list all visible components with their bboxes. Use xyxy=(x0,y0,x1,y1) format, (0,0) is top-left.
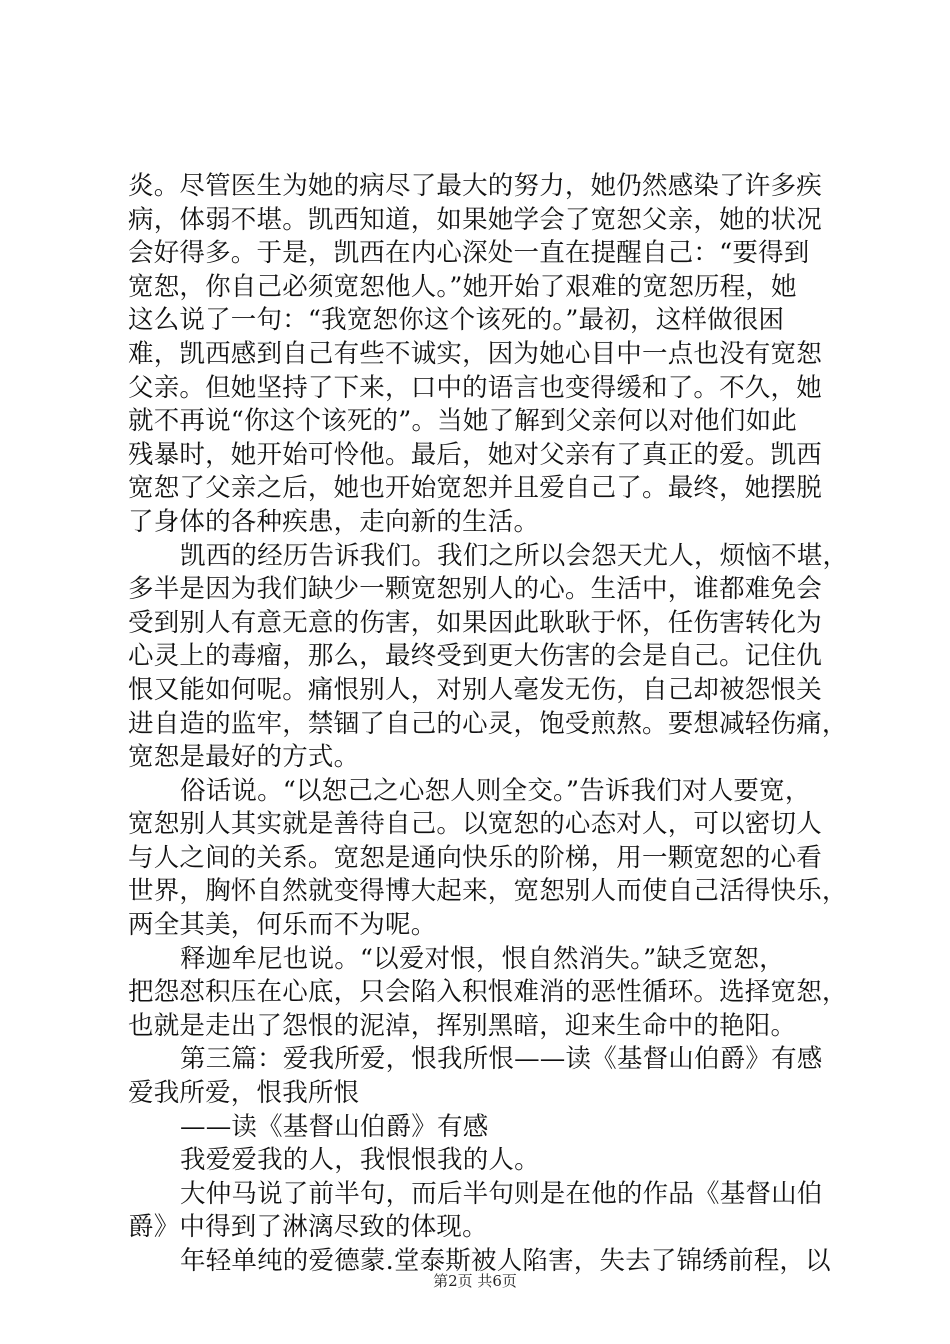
text-line: 恨又能如何呢。痛恨别人，对别人毫发无伤，自己却被怨恨关 xyxy=(128,674,822,705)
text-line: 受到别人有意无意的伤害，如果因此耿耿于怀，任伤害转化为 xyxy=(128,607,822,638)
text-line: 父亲。但她坚持了下来，口中的语言也变得缓和了。不久，她 xyxy=(128,372,822,403)
page-footer: 第2页 共6页 xyxy=(433,1272,517,1290)
body-text xyxy=(128,170,849,1279)
text-line: 把怨怼积压在心底，只会陷入积恨难消的恶性循环。选择宽恕， xyxy=(128,977,848,1008)
text-line: 难，凯西感到自己有些不诚实，因为她心目中一点也没有宽恕 xyxy=(128,338,822,369)
text-line: 也就是走出了怨恨的泥淖，挥别黑暗，迎来生命中的艳阳。 xyxy=(128,1010,797,1041)
text-line: 世界，胸怀自然就变得博大起来，宽恕别人而使自己活得快乐， xyxy=(128,876,848,907)
text-line: 宽恕，你自己必须宽恕他人。”她开始了艰难的宽恕历程，她 xyxy=(128,271,797,302)
text-line: 释迦牟尼也说。“以爱对恨，恨自然消失。”缺乏宽恕， xyxy=(180,943,785,974)
text-line: 了身体的各种疾患，走向新的生活。 xyxy=(128,506,540,537)
text-line: 爵》中得到了淋漓尽致的体现。 xyxy=(128,1212,488,1243)
text-line: 宽恕了父亲之后，她也开始宽恕并且爱自己了。最终，她摆脱 xyxy=(128,473,822,504)
text-line: 我爱爱我的人，我恨恨我的人。 xyxy=(180,1145,540,1176)
text-line: 与人之间的关系。宽恕是通向快乐的阶梯，用一颗宽恕的心看 xyxy=(128,842,822,873)
text-line: 两全其美，何乐而不为呢。 xyxy=(128,910,437,941)
text-line: 进自造的监牢，禁锢了自己的心灵，饱受煎熬。要想减轻伤痛， xyxy=(128,708,848,739)
text-line: 炎。尽管医生为她的病尽了最大的努力，她仍然感染了许多疾 xyxy=(128,171,822,201)
text-line: 凯西的经历告诉我们。我们之所以会怨天尤人，烦恼不堪， xyxy=(180,540,849,571)
text-line: 会好得多。于是，凯西在内心深处一直在提醒自己：“要得到 xyxy=(128,238,810,269)
text-line: 第三篇：爱我所爱，恨我所恨——读《基督山伯爵》有感 xyxy=(180,1044,823,1075)
text-line: 病，体弱不堪。凯西知道，如果她学会了宽恕父亲，她的状况 xyxy=(128,204,822,235)
text-line: 年轻单纯的爱德蒙.堂泰斯被人陷害，失去了锦绣前程，以 xyxy=(180,1246,831,1276)
text-line: 残暴时，她开始可怜他。最后，她对父亲有了真正的爱。凯西 xyxy=(128,439,822,470)
text-line: 爱我所爱，恨我所恨 xyxy=(128,1078,360,1109)
text-line: 宽恕是最好的方式。 xyxy=(128,742,360,773)
text-line: 多半是因为我们缺少一颗宽恕别人的心。生活中，谁都难免会 xyxy=(128,574,822,605)
text-line: 俗话说。“以恕己之心恕人则全交。”告诉我们对人要宽， xyxy=(180,775,811,806)
text-line: 这么说了一句：“我宽恕你这个该死的。”最初，这样做很困 xyxy=(128,305,785,336)
text-line: ——读《基督山伯爵》有感 xyxy=(180,1111,489,1142)
text-line: 就不再说“你这个该死的”。当她了解到父亲何以对他们如此 xyxy=(128,406,797,437)
text-line: 宽恕别人其实就是善待自己。以宽恕的心态对人，可以密切人 xyxy=(128,809,822,840)
text-line: 心灵上的毒瘤，那么，最终受到更大伤害的会是自己。记住仇 xyxy=(128,641,822,672)
text-line: 大仲马说了前半句，而后半句则是在他的作品《基督山伯 xyxy=(180,1178,823,1209)
